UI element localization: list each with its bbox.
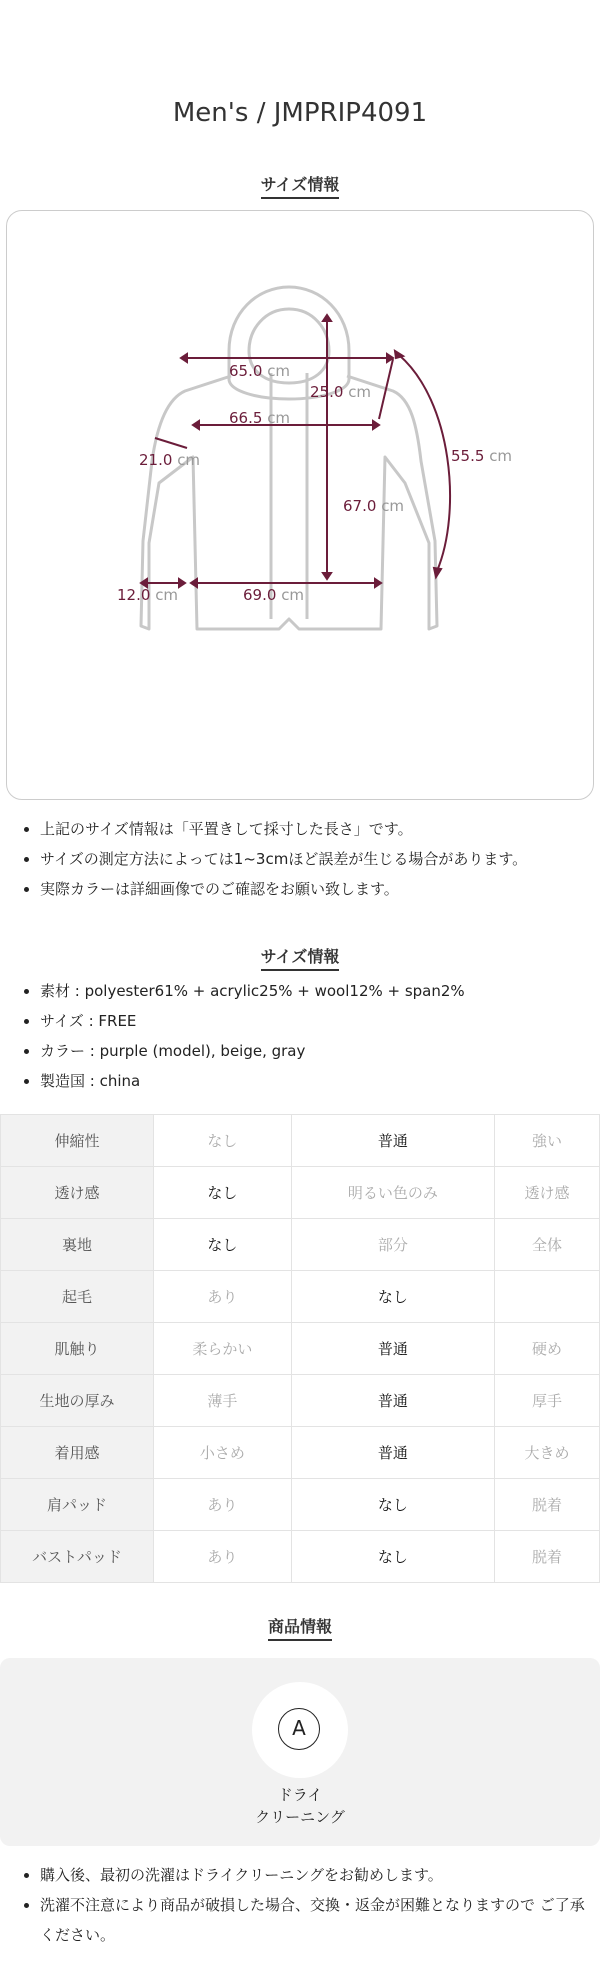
attribute-option: 脱着 <box>495 1479 600 1531</box>
size-info-heading: サイズ情報 <box>0 172 600 199</box>
measure-label-shoulder: 65.0 cm <box>229 362 291 380</box>
attribute-option: 柔らかい <box>154 1323 292 1375</box>
measure-label-length: 67.0 cm <box>343 497 405 515</box>
measure-label-hem: 69.0 cm <box>243 586 305 604</box>
attribute-option: 普通 <box>291 1323 494 1375</box>
attribute-option: 明るい色のみ <box>291 1167 494 1219</box>
measure-label-chest: 66.5 cm <box>229 409 291 427</box>
attribute-table <box>0 1114 600 1583</box>
spec-list <box>18 976 600 1096</box>
attribute-row <box>1 1531 600 1583</box>
attribute-row <box>1 1115 600 1167</box>
list-item: • サイズの測定方法によっては1~3cmほど誤差が生じる場合があります。 <box>40 844 600 874</box>
attribute-row <box>1 1479 600 1531</box>
spec-material: • 素材 : polyester61% + acrylic25% + wool12% + span2% <box>40 976 600 1006</box>
attribute-option: 全体 <box>495 1219 600 1271</box>
measure-label-armhole: 21.0 cm <box>139 451 201 469</box>
attribute-option: 脱着 <box>495 1531 600 1583</box>
attribute-option: なし <box>291 1531 494 1583</box>
attribute-label: 肌触り <box>1 1323 154 1375</box>
attribute-option: あり <box>154 1271 292 1323</box>
size-notes <box>18 814 600 904</box>
page-title: Men's / JMPRIP4091 <box>172 98 428 128</box>
dry-clean-icon: A <box>278 1708 320 1750</box>
attribute-option: 普通 <box>291 1427 494 1479</box>
size-diagram <box>6 210 594 800</box>
attribute-label: 生地の厚み <box>1 1375 154 1427</box>
list-item: • 購入後、最初の洗濯はドライクリーニングをお勧めします。 <box>40 1860 598 1890</box>
attribute-row <box>1 1323 600 1375</box>
spec-color: • カラー : purple (model), beige, gray <box>40 1036 600 1066</box>
attribute-label: 透け感 <box>1 1167 154 1219</box>
list-item: • 洗濯不注意により商品が破損した場合、交換・返金が困難となりますので ご了承ください。 <box>40 1890 598 1950</box>
attribute-option <box>495 1271 600 1323</box>
measure-label-sleeve-length: 55.5 cm <box>451 447 513 465</box>
attribute-row <box>1 1427 600 1479</box>
attribute-option: なし <box>291 1479 494 1531</box>
attribute-label: 起毛 <box>1 1271 154 1323</box>
attribute-option: なし <box>154 1115 292 1167</box>
attribute-label: 着用感 <box>1 1427 154 1479</box>
product-info-heading: 商品情報 <box>0 1614 600 1641</box>
attribute-label: バストパッド <box>1 1531 154 1583</box>
attribute-option: 硬め <box>495 1323 600 1375</box>
spec-size: • サイズ : FREE <box>40 1006 600 1036</box>
attribute-row <box>1 1167 600 1219</box>
attribute-option: 透け感 <box>495 1167 600 1219</box>
care-icon-circle <box>252 1682 348 1778</box>
attribute-option: 普通 <box>291 1375 494 1427</box>
attribute-option: 強い <box>495 1115 600 1167</box>
attribute-option: なし <box>154 1167 292 1219</box>
attribute-option: 薄手 <box>154 1375 292 1427</box>
care-label: ドライ クリーニング <box>255 1786 345 1826</box>
attribute-option: 部分 <box>291 1219 494 1271</box>
care-notes <box>18 1860 598 1950</box>
attribute-row <box>1 1375 600 1427</box>
measure-label-neck-drop: 25.0 cm <box>310 383 372 401</box>
jacket-diagram-svg <box>7 211 595 801</box>
attribute-option: 小さめ <box>154 1427 292 1479</box>
spec-country: • 製造国 : china <box>40 1066 600 1096</box>
attribute-label: 伸縮性 <box>1 1115 154 1167</box>
attribute-option: なし <box>154 1219 292 1271</box>
attribute-label: 裏地 <box>1 1219 154 1271</box>
attribute-option: なし <box>291 1271 494 1323</box>
attribute-option: 普通 <box>291 1115 494 1167</box>
attribute-option: あり <box>154 1531 292 1583</box>
list-item: • 上記のサイズ情報は「平置きして採寸した長さ」です。 <box>40 814 600 844</box>
attribute-option: あり <box>154 1479 292 1531</box>
attribute-option: 厚手 <box>495 1375 600 1427</box>
attribute-label: 肩パッド <box>1 1479 154 1531</box>
measure-label-cuff: 12.0 cm <box>117 586 179 604</box>
spec-heading: サイズ情報 <box>0 944 600 971</box>
attribute-row <box>1 1219 600 1271</box>
care-panel <box>0 1658 600 1846</box>
list-item: • 実際カラーは詳細画像でのご確認をお願い致します。 <box>40 874 600 904</box>
attribute-row <box>1 1271 600 1323</box>
attribute-option: 大きめ <box>495 1427 600 1479</box>
